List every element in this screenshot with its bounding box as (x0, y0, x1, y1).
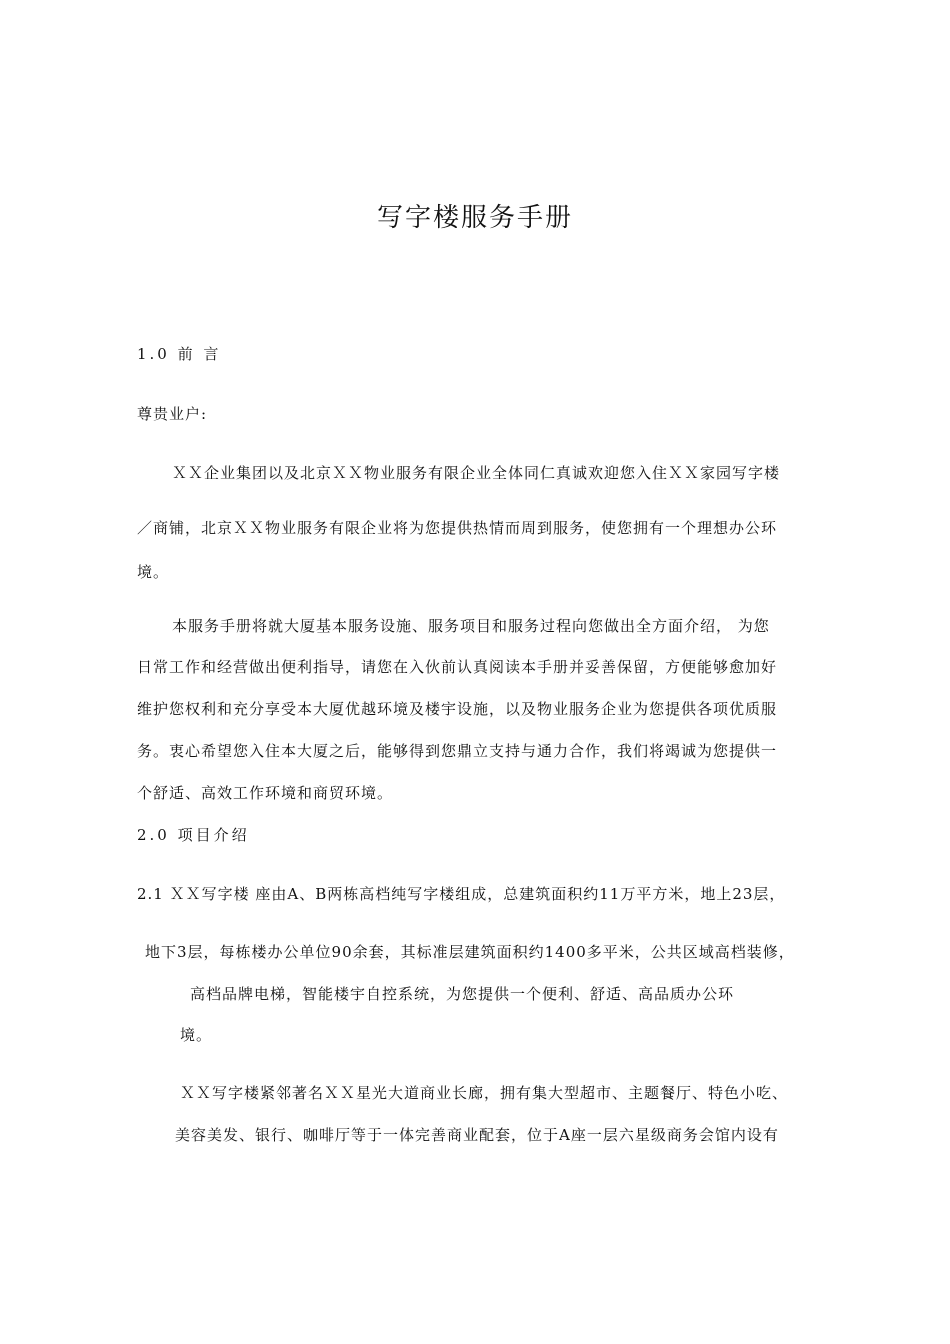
manual-line-5: 个舒适、高效工作环境和商贸环境。 (137, 784, 394, 802)
salutation: 尊贵业户: (137, 405, 208, 423)
section-1-heading: 1.0 前 言 (137, 345, 222, 363)
project-line-4: 境。 (180, 1026, 213, 1044)
project-line-1: 2.1 ＸＸ写字楼 座由A、B两栋高档纯写字楼组成，总建筑面积约11万平方米，地上23层， (137, 885, 786, 903)
manual-line-2: 日常工作和经营做出便利指导，请您在入伙前认真阅读本手册并妥善保留，方便能够愈加好 (137, 658, 778, 676)
document-title: 写字楼服务手册 (376, 203, 573, 233)
project-line-2: 地下3层，每栋楼办公单位90余套，其标准层建筑面积约1400多平米，公共区域高档装修， (145, 943, 795, 961)
intro-line-3: 境。 (137, 563, 170, 581)
intro-line-2: ／商铺，北京ＸＸ物业服务有限企业将为您提供热情而周到服务，使您拥有一个理想办公环 (137, 519, 778, 537)
location-line-2: 美容美发、银行、咖啡厅等于一体完善商业配套，位于A座一层六星级商务会馆内设有 (175, 1126, 779, 1144)
intro-line-1: ＸＸ企业集团以及北京ＸＸ物业服务有限企业全体同仁真诚欢迎您入住ＸＸ家园写字楼 (172, 464, 781, 482)
section-2-heading: 2.0 项目介绍 (137, 826, 250, 844)
project-line-3: 高档品牌电梯，智能楼宇自控系统，为您提供一个便利、舒适、高品质办公环 (190, 985, 735, 1003)
manual-line-1: 本服务手册将就大厦基本服务设施、服务项目和服务过程向您做出全方面介绍， 为您 (172, 617, 770, 635)
manual-line-4: 务。衷心希望您入住本大厦之后，能够得到您鼎立支持与通力合作，我们将竭诚为您提供一 (137, 742, 778, 760)
manual-line-3: 维护您权利和充分享受本大厦优越环境及楼宇设施，以及物业服务企业为您提供各项优质服 (137, 700, 778, 718)
location-line-1: ＸＸ写字楼紧邻著名ＸＸ星光大道商业长廊，拥有集大型超市、主题餐厅、特色小吃、 (180, 1084, 789, 1102)
